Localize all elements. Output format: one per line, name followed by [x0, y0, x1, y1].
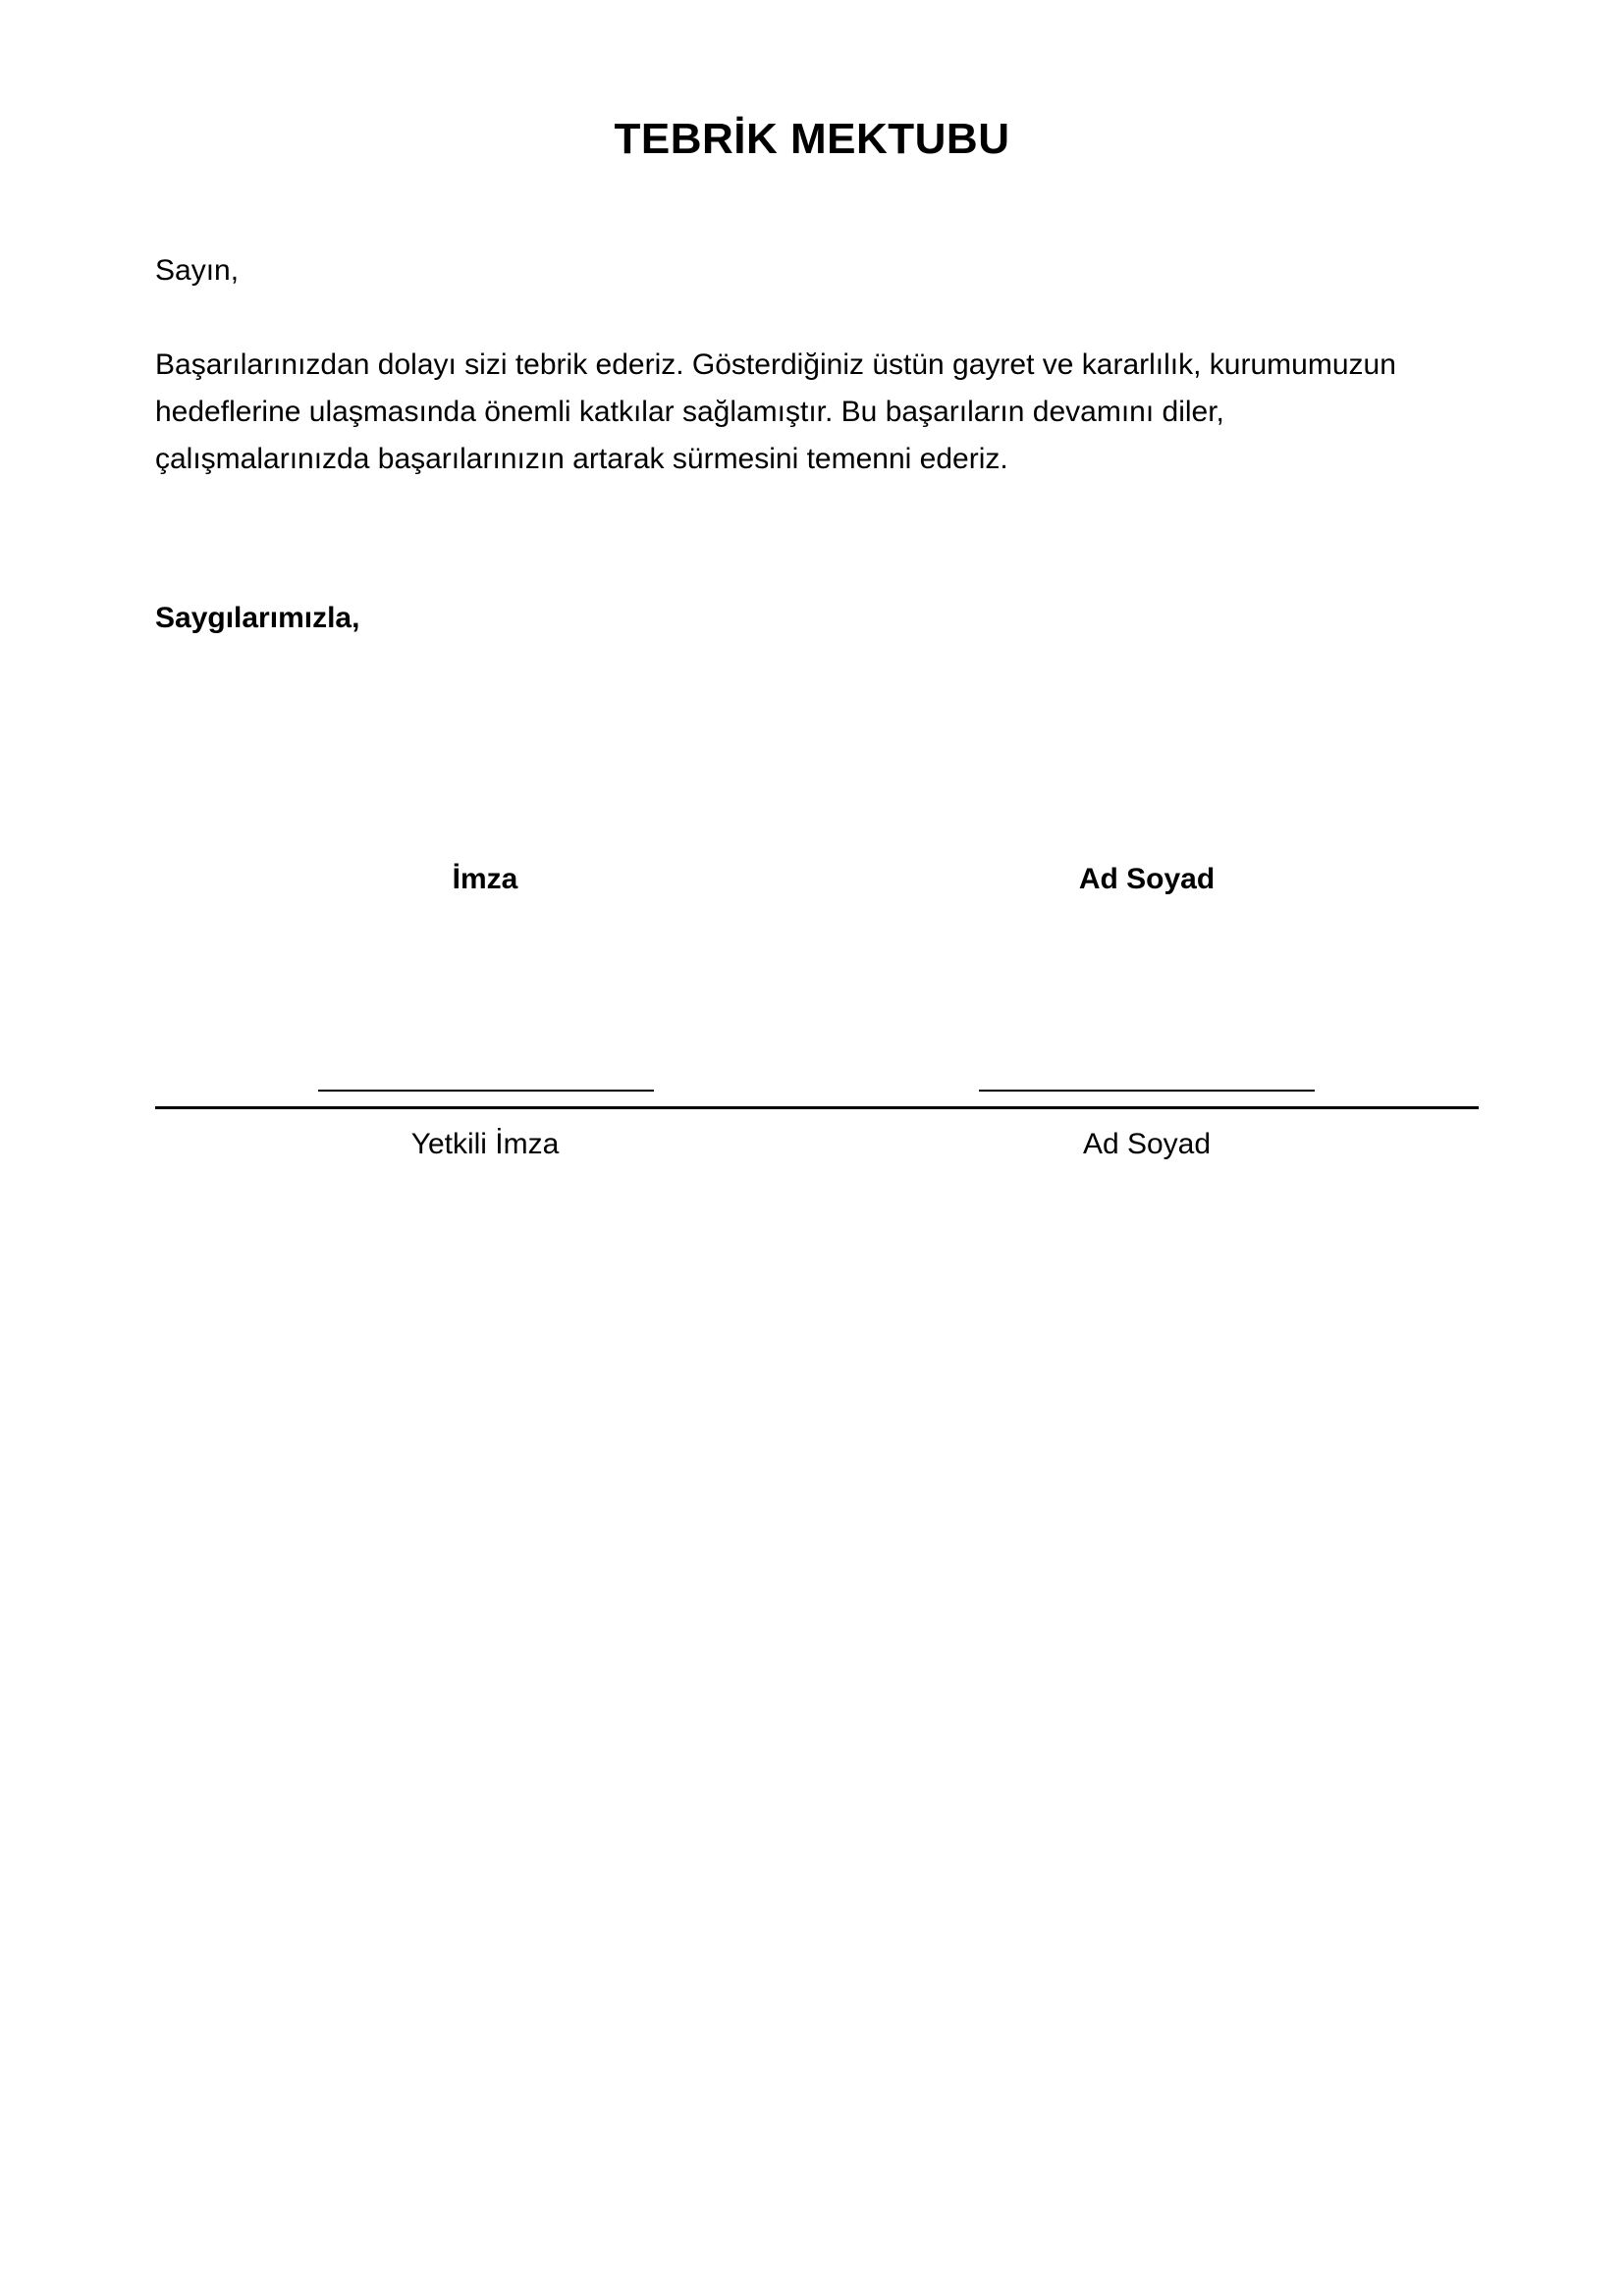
signature-line-right	[979, 1090, 1315, 1092]
closing: Saygılarımızla,	[155, 602, 360, 634]
name-caption-right: Ad Soyad	[1082, 1128, 1212, 1160]
body-line: Başarılarınızdan dolayı sizi tebrik ederiz. Gösterdiğiniz üstün gayret ve kararlılık, kurumumuzun	[155, 348, 1396, 381]
letter-title: TEBRİK MEKTUBU	[614, 115, 1010, 163]
body-line: hedeflerine ulaşmasında önemli katkılar sağlamıştır. Bu başarıların devamını diler,	[155, 396, 1224, 428]
signature-line-left	[318, 1090, 654, 1092]
body-line: çalışmalarınızda başarılarınızın artarak sürmesini temenni ederiz.	[155, 443, 1008, 475]
letter-body	[155, 342, 1490, 483]
name-heading-right: Ad Soyad	[1078, 863, 1216, 895]
horizontal-rule	[155, 1106, 1479, 1109]
signature-caption-left: Yetkili İmza	[410, 1128, 560, 1160]
signature-heading-left: İmza	[452, 863, 518, 895]
salutation: Sayın,	[155, 254, 240, 287]
